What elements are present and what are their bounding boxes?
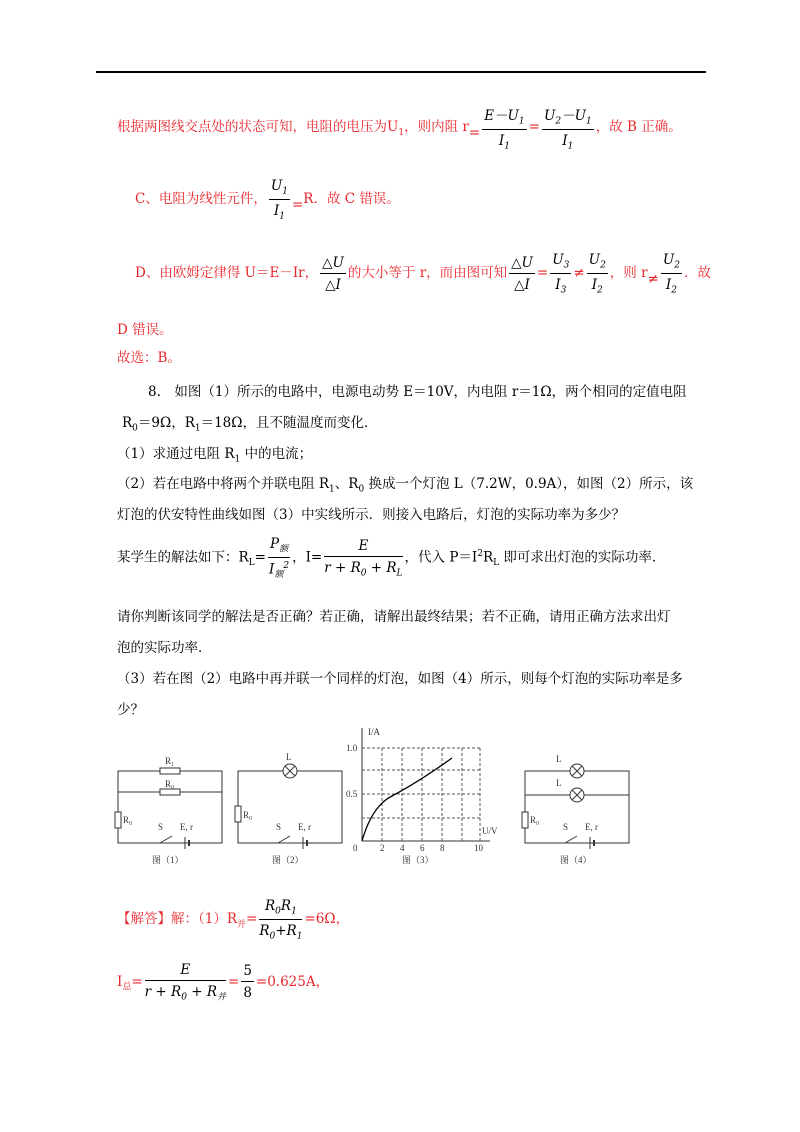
fraction-u3-i3: $\frac{U_3}{I_3}$ (552, 252, 570, 296)
fraction-five-eighths: $\frac{5}{8}$ (243, 963, 252, 1002)
figures-row (110, 726, 650, 876)
fraction-du-di-2: $\frac{\triangle U}{\triangle I}$ (511, 254, 533, 293)
circuit-figure-4 (522, 764, 629, 849)
y-tick-0: 0 (353, 843, 358, 853)
fraction-emf-minus-u1: $\frac{E-U_1}{I_1}$ (482, 104, 526, 151)
label-r0-4: R₀ (530, 815, 540, 825)
fig3-caption: 图（3） (402, 855, 434, 865)
q8-part2: （2）若在电路中将两个并联电阻 $R_1$、$R_0$ 换成一个灯泡 L（7.2W，0.9A），如图（2）所示，该 (117, 476, 694, 495)
fig4-caption: 图（4） (560, 855, 592, 865)
q8-part1: （1）求通过电阻 $R_1$ 中的电流； (117, 446, 313, 465)
fig2-caption: 图（2） (272, 855, 304, 865)
label-r0-2: R₀ (243, 810, 253, 820)
para-d: D、由欧姆定律得 U＝E－Ir， $\frac{\triangle U}{\triangle I}$ 的大小等于 r，而由图可知 $\frac{\triangle U}{\triangle I}$ = $\frac{U_3}{I_3}$ ≠ $\frac{U_2}{I_2}$ ，则 r≠ $\frac{U_2}{I_2}$ ．故 (135, 252, 711, 296)
fraction-p-over-i2: $\frac{P_额}{I_额^2}$ (268, 536, 290, 580)
label-source-2: E, r (298, 822, 311, 832)
student-solution: 某学生的解法如下：$R_L=$ $\frac{P_额}{I_额^2}$ ，I= $\frac{E}{r + R_0 + R_L}$ ，代入 $P=I^2R_L$ 即可求出灯泡的实际功率． (117, 536, 666, 580)
x-tick-6: 6 (420, 843, 425, 853)
answer-line: 故选：B。 (117, 350, 181, 366)
iv-curve-graph (362, 728, 490, 841)
label-r0: R₀ (165, 779, 175, 789)
fraction-u2-minus-u1: $\frac{U_2-U_1}{I_1}$ (542, 104, 594, 151)
solution-current: $I_总=$ $\frac{E}{r + R_0 + R_并}$ = $\frac{5}{8}$ =0.625A， (117, 962, 330, 1003)
label-source-1: E, r (180, 822, 193, 832)
x-axis-label: U/V (482, 826, 498, 836)
judge-line2: 泡的实际功率． (117, 640, 212, 656)
solution-part1: 【解答】解：$(1)R_并=$ $\frac{R_0R_1}{R_0+R_1}$ =6Ω， (117, 898, 350, 942)
fraction-u2-i2: $\frac{U_2}{I_2}$ (588, 252, 606, 296)
x-tick-8: 8 (440, 843, 445, 853)
para-d-cont: D 错误。 (117, 322, 173, 338)
fraction-u1-i1: $\frac{U_1}{I_1}$ (270, 178, 288, 222)
label-switch-1: S (158, 822, 164, 832)
fraction-current: $\frac{E}{r + R_0 + R_L}$ (324, 537, 403, 579)
y-axis-label: I/A (368, 727, 380, 737)
q8-line2: $R_0=9\Omega$，$R_1=18\Omega$，且不随温度而变化． (122, 415, 378, 434)
fraction-u2-i2-b: $\frac{U_2}{I_2}$ (662, 252, 680, 296)
label-r1: R₁ (165, 756, 175, 766)
judge-line1: 请你判断该同学的解法是否正确？若正确，请解出最终结果；若不正确，请用正确方法求出灯 (117, 609, 671, 625)
x-tick-10: 10 (474, 843, 483, 853)
para-c: C、电阻为线性元件， $\frac{U_1}{I_1}$ =R．故 C 错误。 (135, 178, 400, 222)
label-switch-4: S (563, 822, 569, 832)
para-b: 根据两图线交点处的状态可知，电阻的电压为$U_1$，则内阻 r= $\frac{E-U_1}{I_1}$ = $\frac{U_2-U_1}{I_1}$ ，故 B 正确。 (117, 104, 682, 151)
x-tick-4: 4 (400, 843, 405, 853)
q8-part3-line2: 少？ (117, 702, 144, 718)
fig1-caption: 图（1） (152, 855, 184, 865)
fraction-total-current: $\frac{E}{r + R_0 + R_并}$ (144, 962, 226, 1003)
solution-tag: 【解答】 (117, 911, 171, 928)
fraction-parallel-resistance: $\frac{R_0R_1}{R_0+R_1}$ (259, 898, 303, 942)
q8-part2-line2: 灯泡的伏安特性曲线如图（3）中实线所示．则接入电路后，灯泡的实际功率为多少？ (117, 507, 626, 523)
label-switch-2: S (276, 822, 282, 832)
q8-line1: 8. 如图（1）所示的电路中，电源电动势 E＝10V，内电阻 r＝1Ω，两个相同的定值电阻 (148, 384, 687, 400)
y-tick-1: 1.0 (346, 743, 358, 753)
label-source-4: E, r (585, 822, 598, 832)
fraction-du-di: $\frac{\triangle U}{\triangle I}$ (322, 254, 344, 293)
label-lamp-2: L (286, 752, 292, 762)
circuit-figure-2 (235, 764, 342, 849)
y-tick-05: 0.5 (346, 789, 358, 799)
x-tick-2: 2 (380, 843, 385, 853)
label-lamp-4a: L (556, 754, 562, 764)
label-r0-left: R₀ (123, 815, 133, 825)
q8-part3: （3）若在图（2）电路中再并联一个同样的灯泡，如图（4）所示，则每个灯泡的实际功率是多 (117, 671, 683, 687)
header-rule (96, 71, 706, 73)
label-lamp-4b: L (556, 778, 562, 788)
